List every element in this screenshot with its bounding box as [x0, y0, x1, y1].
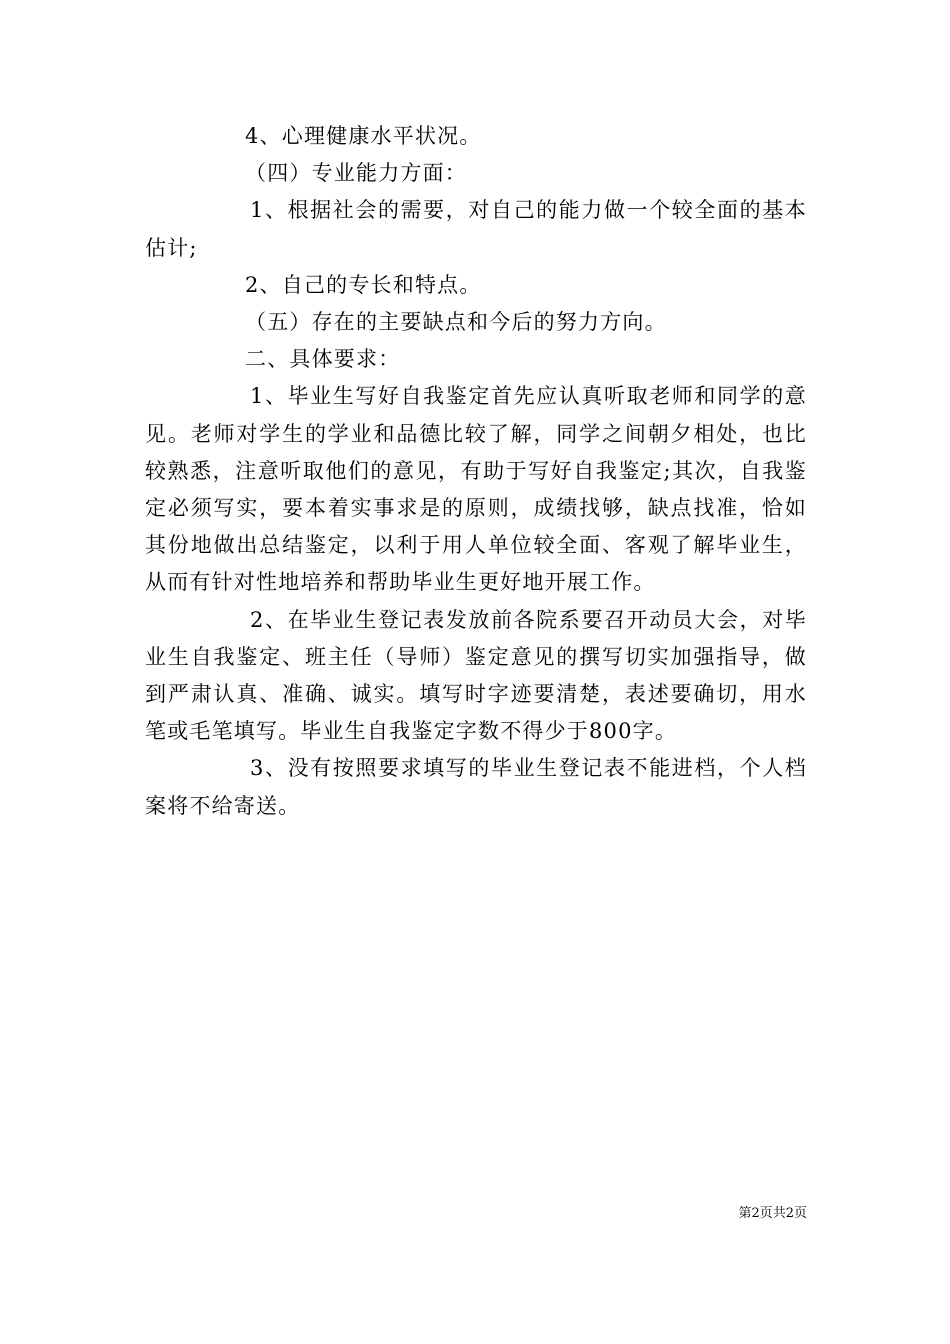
document-body	[145, 118, 807, 825]
paragraph-requirement-1: 1、毕业生写好自我鉴定首先应认真听取老师和同学的意见。老师对学生的学业和品德比较了解，同学之间朝夕相处，也比较熟悉，注意听取他们的意见，有助于写好自我鉴定;其次，自我鉴定必须写实，要本着实事求是的原则，成绩找够，缺点找准，恰如其份地做出总结鉴定，以利于用人单位较全面、客观了解毕业生，从而有针对性地培养和帮助毕业生更好地开展工作。	[145, 384, 807, 595]
page-number-footer: 第2页共2页	[738, 1206, 807, 1221]
paragraph-requirement-2: 2、在毕业生登记表发放前各院系要召开动员大会，对毕业生自我鉴定、班主任（导师）鉴定意见的撰写切实加强指导，做到严肃认真、准确、诚实。填写时字迹要清楚，表述要确切，用水笔或毛笔填写。毕业生自我鉴定字数不得少于800字。	[145, 607, 807, 744]
paragraph-strengths: 2、自己的专长和特点。	[245, 272, 482, 297]
heading-specific-requirements: 二、具体要求：	[245, 347, 401, 372]
paragraph-ability-estimate: 1、根据社会的需要，对自己的能力做一个较全面的基本估计;	[145, 198, 807, 260]
heading-shortcomings: （五）存在的主要缺点和今后的努力方向。	[245, 310, 667, 335]
heading-professional-ability: （四）专业能力方面：	[245, 161, 467, 186]
paragraph-requirement-3: 3、没有按照要求填写的毕业生登记表不能进档，个人档案将不给寄送。	[145, 756, 807, 818]
paragraph-mental-health: 4、心理健康水平状况。	[245, 124, 482, 148]
